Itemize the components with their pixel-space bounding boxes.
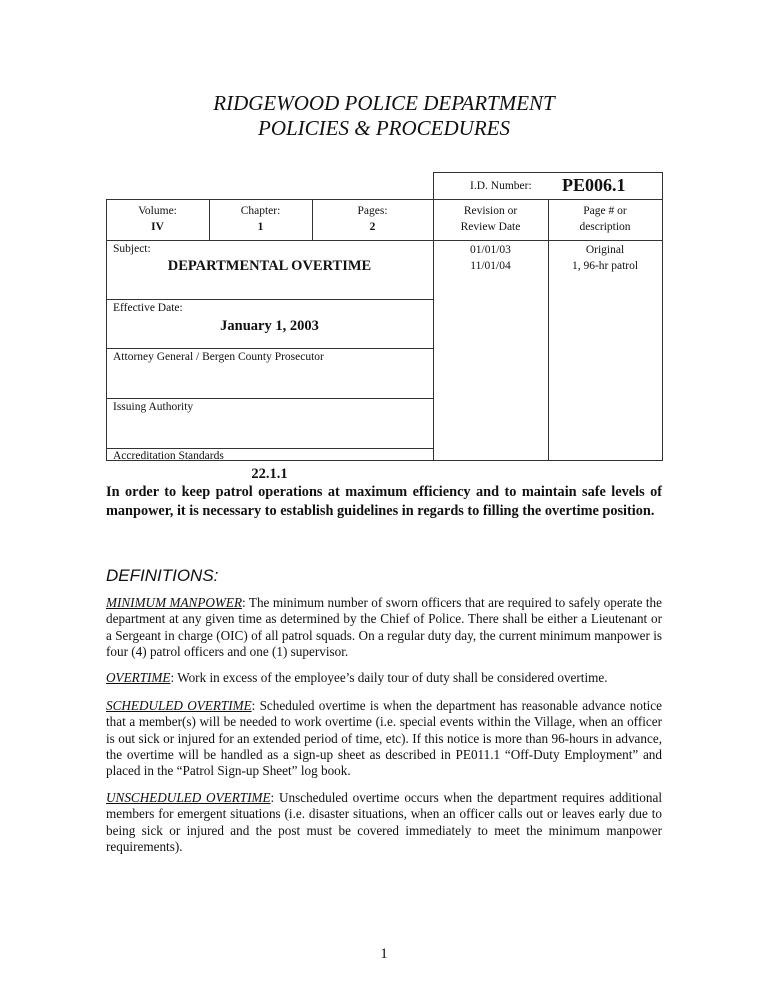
definition-term: SCHEDULED OVERTIME	[106, 698, 252, 713]
effective-label: Effective Date:	[113, 302, 183, 314]
definition-text: : Scheduled overtime is when the department has reasonable advance notice that a member(s) will be needed to work overtime (i.e. special events within the Village, when an officer is out sick or injured for an extended period of time, etc). If this notice is more than 96-hours in advance, the overtime will be handled as a sign-up sheet as described in PE011.1 “Off-Duty Employment” and placed in the “Patrol Sign-up Sheet” log book.	[106, 698, 662, 779]
accreditation-value: 22.1.1	[251, 466, 288, 482]
subject-value: DEPARTMENTAL OVERTIME	[167, 258, 372, 274]
definition-minimum-manpower	[106, 595, 662, 660]
revision-date: 01/01/03	[470, 244, 511, 256]
definition-scheduled-overtime	[106, 698, 662, 779]
revision-header-1: Revision or	[463, 205, 518, 217]
revision-desc: Original	[585, 244, 625, 256]
definition-term: MINIMUM MANPOWER	[106, 595, 243, 610]
definition-text: : Work in excess of the employee’s daily tour of duty shall be considered overtime.	[170, 670, 608, 685]
subject-label: Subject:	[113, 243, 151, 255]
id-value: PE006.1	[562, 175, 626, 195]
chapter-label: Chapter:	[240, 205, 281, 217]
definition-overtime	[106, 670, 662, 686]
page-header-2: description	[579, 221, 631, 233]
revision-desc: 1, 96-hr patrol	[571, 260, 639, 272]
pages-value: 2	[369, 221, 376, 233]
definitions-heading: DEFINITIONS:	[106, 566, 219, 585]
accreditation-label: Accreditation Standards	[113, 450, 224, 462]
volume-label: Volume:	[138, 205, 177, 217]
definition-unscheduled-overtime	[106, 790, 662, 855]
issuing-label: Issuing Authority	[113, 401, 194, 413]
revision-date: 11/01/04	[470, 260, 511, 272]
effective-value: January 1, 2003	[220, 318, 319, 334]
definition-term: UNSCHEDULED OVERTIME	[106, 790, 271, 805]
header-line-2: POLICIES & PROCEDURES	[258, 116, 510, 140]
volume-value: IV	[151, 221, 164, 233]
header-line-1: RIDGEWOOD POLICE DEPARTMENT	[213, 91, 555, 115]
page-header-1: Page # or	[583, 205, 627, 217]
page-number: 1	[380, 946, 388, 962]
definition-term: OVERTIME	[106, 670, 171, 685]
definition-text: : The minimum number of sworn officers that are required to safely operate the department at any given time as determined by the Chief of Police. There shall be either a Lieutenant or a Sergeant in charge (OIC) of all patrol squads. On a regular duty day, the current minimum manpower is four (4) patrol officers and one (1) supervisor.	[106, 595, 662, 659]
id-label: I.D. Number:	[470, 180, 532, 192]
definition-text: : Unscheduled overtime occurs when the department requires additional members for emergent situations (i.e. disaster situations, when an officer calls out or leaves early due to being sick or injured and the post must be covered immediately to meet the minimum manpower requirements).	[106, 790, 662, 854]
revision-header-2: Review Date	[460, 221, 521, 233]
intro-paragraph: In order to keep patrol operations at maximum efficiency and to maintain safe levels of manpower, it is necessary to establish guidelines in regards to filling the overtime position.	[106, 484, 662, 519]
chapter-value: 1	[257, 221, 264, 233]
attorney-label: Attorney General / Bergen County Prosecutor	[113, 351, 324, 363]
pages-label: Pages:	[357, 205, 388, 217]
